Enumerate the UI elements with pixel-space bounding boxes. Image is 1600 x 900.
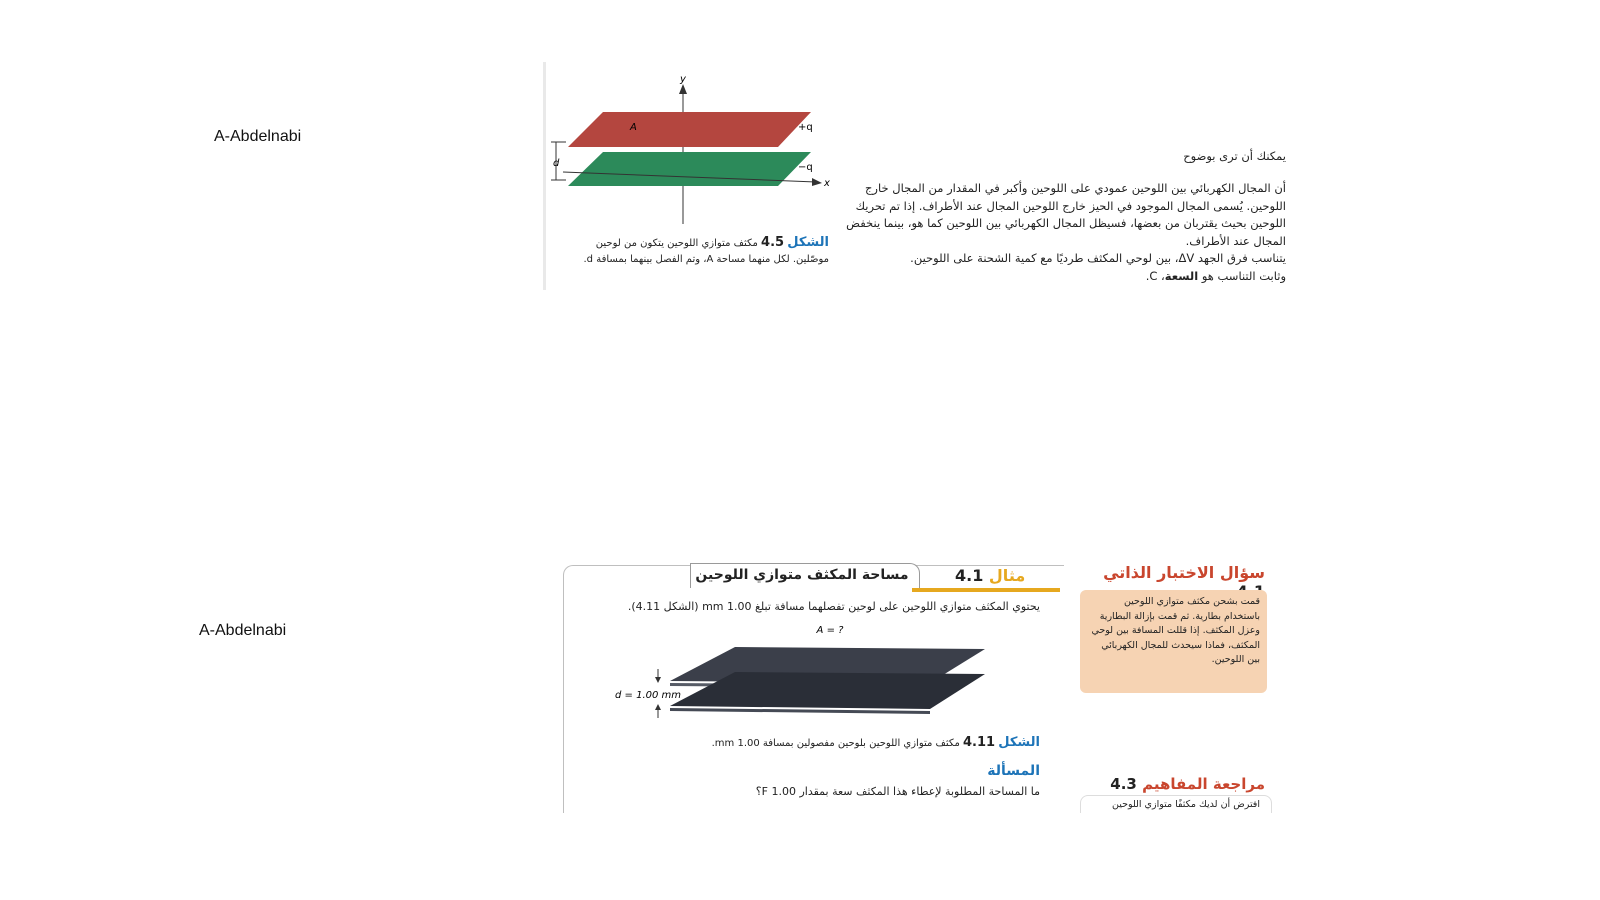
figure-4-11-caption: الشكل 4.11 مكثف متوازي اللوحين بلوحين مفصولين بمسافة 1.00 mm. [711, 735, 1040, 750]
bottom-plate [568, 152, 811, 186]
figure-caption-text: مكثف متوازي اللوحين يتكون من لوحين موصّلين. لكل منهما مساحة A، وتم الفصل بينهما بمسافة d. [583, 238, 829, 265]
positive-charge-label: +q [798, 122, 813, 133]
example-label: مثال 4.1 [955, 566, 1026, 585]
main-paragraph: أن المجال الكهربائي بين اللوحين عمودي على اللوحين وأكبر في المقدار من المجال خارج اللوحين. يُسمى المجال الموجود في الحيز خارج اللوحين المجال عند الأطراف. إذا تم تحريك اللوحين بحيث يقتربان من بعضها، فسيظل المجال الكهربائي بين اللوحين كما هو، بينما ينخفض المجال عند الأطراف. [846, 181, 1286, 248]
concept-review-heading: مراجعة المفاهيم 4.3 [1110, 775, 1265, 793]
textbook-excerpt-top [543, 62, 1316, 290]
example-underline [912, 588, 1060, 592]
ratio-paragraph [826, 250, 1286, 285]
figure-4-5-caption [571, 235, 829, 268]
y-axis-label: y [680, 74, 686, 85]
example-title: مساحة المكثف متوازي اللوحين [695, 567, 909, 583]
self-test-heading: سؤال الاختبار الذاتي [1103, 563, 1265, 582]
textbook-excerpt-bottom [560, 563, 1280, 813]
concept-review-text: افترض أن لديك مكثفًا متوازي اللوحين [1111, 799, 1260, 810]
ratio-line-1: يتناسب فرق الجهد ΔV، بين لوحي المكثف طرديًا مع كمية الشحنة على اللوحين. [910, 251, 1286, 265]
x-axis-label: x [824, 178, 830, 189]
figure-number: 4.5 [761, 235, 785, 250]
figure-label: الشكل [787, 235, 829, 250]
capacitance-term: السعة [1164, 268, 1199, 283]
problem-text: ما المساحة المطلوبة لإعطاء هذا المكثف سعة بمقدار 1.00 F؟ [755, 785, 1040, 798]
negative-charge-label: −q [798, 162, 813, 173]
watermark-bottom: A-Abdelnabi [199, 622, 287, 639]
capacitor-figure [600, 621, 1020, 731]
problem-heading: المسألة [987, 763, 1040, 779]
y-axis-arrow [679, 84, 687, 94]
intro-text: يمكنك أن ترى بوضوح [1183, 149, 1286, 163]
ratio-line-2: وثابت التناسب هو السعة، C. [1145, 268, 1286, 283]
self-test-text: قمت بشحن مكثف متوازي اللوحين باستخدام بطارية. ثم قمت بإزالة البطارية وعزل المكثف. إذا قللت المسافة بين لوحي المكثف، فماذا سيحدث للمجال الكهربائي بين اللوحين. [1091, 596, 1260, 665]
example-statement: يحتوي المكثف متوازي اللوحين على لوحين تفصلهما مسافة تبلغ 1.00 mm (الشكل 4.11). [627, 600, 1040, 613]
page-edge [543, 62, 546, 290]
plate-area-label: A [630, 122, 637, 133]
watermark-top: A-Abdelnabi [214, 128, 302, 145]
area-label: A = ? [816, 625, 844, 636]
distance-label: d = 1.00 mm [615, 690, 682, 701]
distance-label: d [553, 158, 560, 169]
top-plate [568, 112, 811, 147]
parallel-plate-figure [548, 72, 838, 242]
x-axis-arrow [812, 178, 822, 186]
